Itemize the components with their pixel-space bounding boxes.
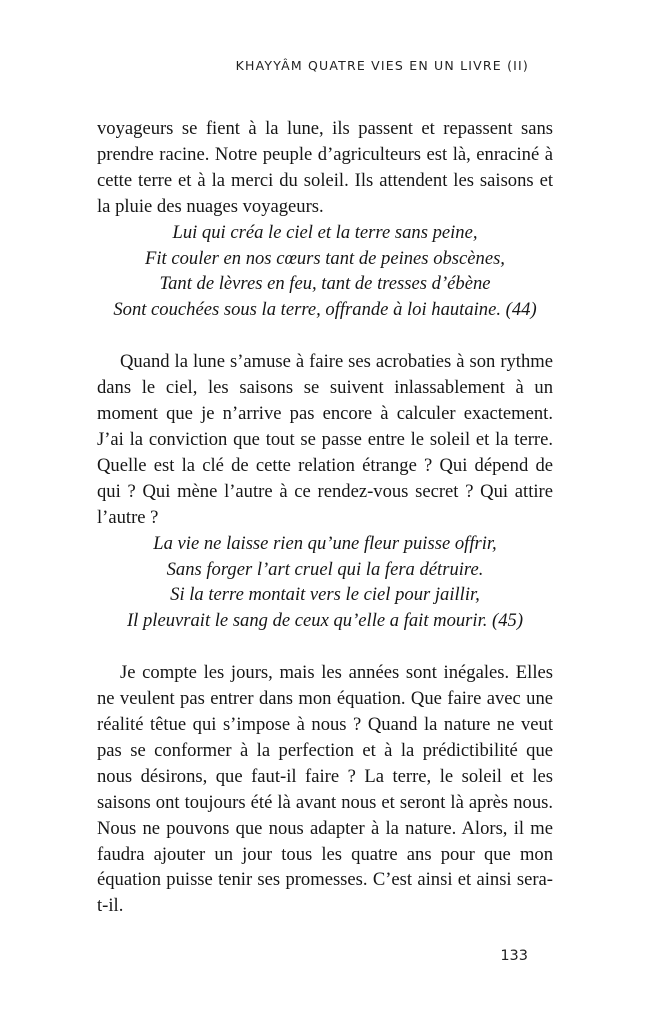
quatrain-45 (97, 531, 553, 635)
verse-line: La vie ne laisse rien qu’une fleur puisse offrir, (153, 532, 497, 554)
section-gap (97, 323, 553, 349)
quatrain-44 (97, 220, 553, 324)
verse-line: Tant de lèvres en feu, tant de tresses d’ébène (159, 273, 491, 295)
verse-line: Sans forger l’art cruel qui la fera détruire. (166, 558, 484, 580)
page-body (97, 116, 553, 919)
running-head: KHAYYÂM QUATRE VIES EN UN LIVRE (II) (235, 58, 529, 73)
verse-line: Il pleuvrait le sang de ceux qu’elle a fait mourir. (45) (126, 610, 524, 632)
section-gap (97, 634, 553, 660)
verse-line: Si la terre montait vers le ciel pour jaillir, (170, 584, 480, 606)
verse-line: Fit couler en nos cœurs tant de peines obscènes, (145, 247, 505, 269)
paragraph-3: Je compte les jours, mais les années sont inégales. Elles ne veulent pas entrer dans mon équation. Que faire avec une réalité têtue qui s’impose à nous ? Quand la nature ne veut pas se conformer à la perfection et à la prédictibilité que nous désirons, que faut-il faire ? La terre, le soleil et les saisons ont toujours été là avant nous et seront là après nous. Nous ne pouvons que nous adapter à la nature. Alors, il me faudra ajouter un jour tous les quatre ans pour que mon équation puisse tenir ses promesses. C’est ainsi et ainsi sera-t-il. (97, 662, 553, 917)
verse-line: Lui qui créa le ciel et la terre sans peine, (172, 221, 478, 243)
paragraph-1: voyageurs se fient à la lune, ils passent et repassent sans prendre racine. Notre peuple d’agriculteurs est là, enraciné à cette terre et à la merci du soleil. Ils attendent les saisons et la pluie des nuages voyageurs. (97, 118, 553, 217)
verse-line: Sont couchées sous la terre, offrande à loi hautaine. (44) (113, 299, 537, 321)
paragraph-2: Quand la lune s’amuse à faire ses acrobaties à son rythme dans le ciel, les saisons se suivent inlassablement à un moment que je n’arrive pas encore à calculer exactement. J’ai la conviction que tout se passe entre le soleil et la terre. Quelle est la clé de cette relation étrange ? Qui dépend de qui ? Qui mène l’autre à ce rendez-vous secret ? Qui attire l’autre ? (97, 351, 553, 528)
page-number: 133 (500, 948, 528, 964)
